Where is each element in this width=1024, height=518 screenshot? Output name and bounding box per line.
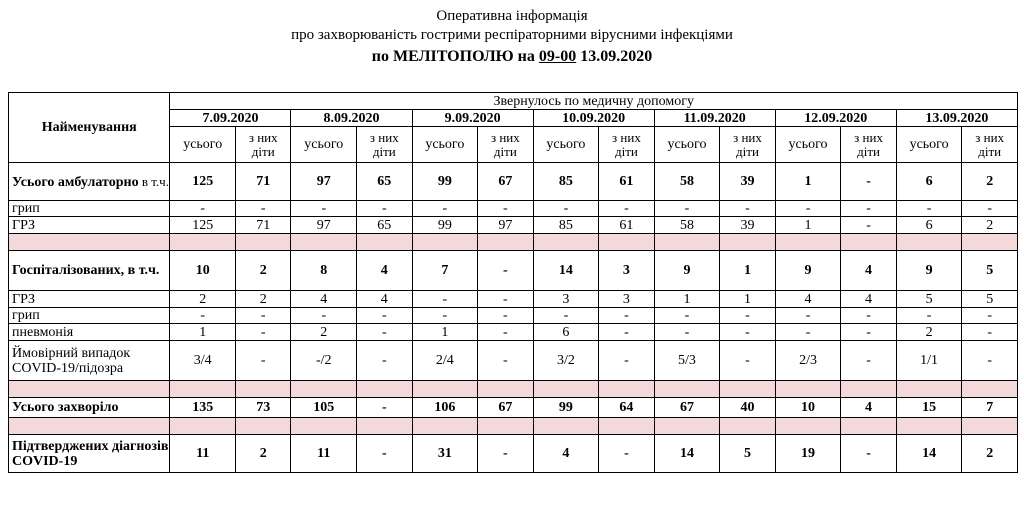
cell-children: 65 <box>357 163 412 201</box>
cell-total: 99 <box>533 398 599 418</box>
report-location-date <box>0 48 1024 66</box>
subheader-total: усього <box>533 127 599 163</box>
cell-total: 67 <box>654 398 720 418</box>
row-label: грип <box>9 308 170 324</box>
date-header: 8.09.2020 <box>291 110 412 127</box>
cell-children: 4 <box>841 251 896 291</box>
date-header: 13.09.2020 <box>896 110 1017 127</box>
cell-children: 4 <box>357 291 412 308</box>
cell-children: 61 <box>599 217 654 234</box>
cell-children: - <box>841 435 896 473</box>
separator-cell <box>478 381 533 398</box>
cell-children: - <box>841 217 896 234</box>
cell-children: - <box>478 251 533 291</box>
cell-children: - <box>841 324 896 341</box>
separator-cell <box>357 381 412 398</box>
cell-children: - <box>720 201 775 217</box>
cell-children: 71 <box>236 163 291 201</box>
row-label: Усього захворіло <box>9 398 170 418</box>
separator-cell <box>478 234 533 251</box>
table-row <box>9 398 1018 418</box>
cell-total: 31 <box>412 435 478 473</box>
cell-total: 2 <box>170 291 236 308</box>
cell-total: - <box>533 201 599 217</box>
separator-cell <box>412 418 478 435</box>
cell-children: 2 <box>236 435 291 473</box>
cell-children: 39 <box>720 163 775 201</box>
cell-total: 6 <box>896 217 962 234</box>
date-header: 10.09.2020 <box>533 110 654 127</box>
cell-children: - <box>236 341 291 381</box>
cell-total: 2/3 <box>775 341 841 381</box>
cell-children: - <box>478 341 533 381</box>
separator-cell <box>236 381 291 398</box>
separator-cell <box>896 381 962 398</box>
separator-cell <box>412 234 478 251</box>
cell-total: - <box>170 308 236 324</box>
separator-cell <box>170 234 236 251</box>
cell-children: 73 <box>236 398 291 418</box>
row-label: Усього амбулаторно в т.ч. <box>9 163 170 201</box>
table-row <box>9 324 1018 341</box>
cell-children: - <box>357 341 412 381</box>
cell-total: - <box>170 201 236 217</box>
cell-total: 85 <box>533 163 599 201</box>
cell-children: 65 <box>357 217 412 234</box>
subheader-total: усього <box>896 127 962 163</box>
separator-cell <box>9 381 170 398</box>
cell-total: 8 <box>291 251 357 291</box>
cell-children: 1 <box>720 291 775 308</box>
cell-total: - <box>775 201 841 217</box>
table-row <box>9 251 1018 291</box>
cell-children: - <box>720 341 775 381</box>
cell-children: 64 <box>599 398 654 418</box>
cell-total: - <box>654 201 720 217</box>
cell-children: - <box>962 201 1018 217</box>
cell-children: 3 <box>599 251 654 291</box>
cell-children: 3 <box>599 291 654 308</box>
row-label: Підтверджених діагнозів COVID-19 <box>9 435 170 473</box>
cell-children: 2 <box>962 163 1018 201</box>
separator-cell <box>291 418 357 435</box>
cell-total: 14 <box>533 251 599 291</box>
cell-total: - <box>775 308 841 324</box>
separator-cell <box>412 381 478 398</box>
cell-children: - <box>599 308 654 324</box>
separator-cell <box>720 381 775 398</box>
cell-total: 135 <box>170 398 236 418</box>
cell-children: - <box>841 341 896 381</box>
report-date: 13.09.2020 <box>580 48 653 65</box>
cell-total: 99 <box>412 163 478 201</box>
cell-total: 6 <box>533 324 599 341</box>
cell-total: 1 <box>775 163 841 201</box>
separator-cell <box>533 418 599 435</box>
separator-cell <box>478 418 533 435</box>
separator-cell <box>291 381 357 398</box>
separator-cell <box>9 418 170 435</box>
cell-total: 4 <box>775 291 841 308</box>
cell-children: - <box>478 435 533 473</box>
date-header: 9.09.2020 <box>412 110 533 127</box>
cell-children: - <box>357 324 412 341</box>
separator-cell <box>962 381 1018 398</box>
cell-total: 3/4 <box>170 341 236 381</box>
separator-cell <box>236 418 291 435</box>
cell-children: 4 <box>841 291 896 308</box>
table-row <box>9 217 1018 234</box>
cell-total: 105 <box>291 398 357 418</box>
separator-cell <box>775 381 841 398</box>
separator-cell <box>962 418 1018 435</box>
subheader-total: усього <box>412 127 478 163</box>
cell-total: - <box>412 291 478 308</box>
cell-children: 1 <box>720 251 775 291</box>
cell-total: 3/2 <box>533 341 599 381</box>
cell-children: 71 <box>236 217 291 234</box>
report-location: по МЕЛІТОПОЛЮ на <box>371 48 535 65</box>
cell-total: 10 <box>170 251 236 291</box>
cell-children: - <box>357 398 412 418</box>
cell-children: 67 <box>478 398 533 418</box>
separator-cell <box>599 381 654 398</box>
separator-row <box>9 234 1018 251</box>
cell-children: - <box>841 308 896 324</box>
cell-children: 40 <box>720 398 775 418</box>
cell-children: - <box>357 435 412 473</box>
cell-children: - <box>478 291 533 308</box>
cell-total: 2 <box>896 324 962 341</box>
separator-cell <box>841 418 896 435</box>
cell-total: 2 <box>291 324 357 341</box>
cell-children: - <box>962 341 1018 381</box>
table-row <box>9 201 1018 217</box>
cell-total: 11 <box>170 435 236 473</box>
cell-total: 1 <box>654 291 720 308</box>
subheader-children: з них діти <box>720 127 775 163</box>
separator-cell <box>654 234 720 251</box>
separator-cell <box>962 234 1018 251</box>
cell-total: 14 <box>654 435 720 473</box>
cell-total: 15 <box>896 398 962 418</box>
separator-cell <box>775 234 841 251</box>
cell-total: 10 <box>775 398 841 418</box>
separator-cell <box>357 418 412 435</box>
cell-total: 5/3 <box>654 341 720 381</box>
cell-total: 3 <box>533 291 599 308</box>
cell-total: 99 <box>412 217 478 234</box>
subheader-children: з них діти <box>599 127 654 163</box>
cell-children: - <box>357 308 412 324</box>
cell-total: 125 <box>170 163 236 201</box>
cell-children: - <box>841 163 896 201</box>
separator-cell <box>841 381 896 398</box>
cell-total: 1 <box>412 324 478 341</box>
table-row <box>9 291 1018 308</box>
table-row <box>9 308 1018 324</box>
cell-children: - <box>478 324 533 341</box>
cell-children: - <box>599 435 654 473</box>
table-row <box>9 435 1018 473</box>
separator-cell <box>896 234 962 251</box>
separator-cell <box>654 381 720 398</box>
cell-total: 85 <box>533 217 599 234</box>
cell-total: -/2 <box>291 341 357 381</box>
separator-cell <box>533 381 599 398</box>
cell-total: 125 <box>170 217 236 234</box>
cell-total: 106 <box>412 398 478 418</box>
cell-total: - <box>412 308 478 324</box>
report-subtitle: про захворюваність гострими респіраторними вірусними інфекціями <box>291 27 733 43</box>
group-header: Звернулось по медичну допомогу <box>170 93 1018 110</box>
cell-total: 1/1 <box>896 341 962 381</box>
cell-total: 2/4 <box>412 341 478 381</box>
separator-cell <box>841 234 896 251</box>
cell-total: 58 <box>654 217 720 234</box>
cell-children: 2 <box>962 435 1018 473</box>
morbidity-table <box>8 92 1018 473</box>
report-title: Оперативна інформація <box>436 8 588 24</box>
cell-total: 1 <box>170 324 236 341</box>
separator-cell <box>9 234 170 251</box>
subheader-total: усього <box>775 127 841 163</box>
cell-children: 5 <box>720 435 775 473</box>
subheader-children: з них діти <box>841 127 896 163</box>
cell-children: 39 <box>720 217 775 234</box>
cell-children: - <box>841 201 896 217</box>
cell-total: - <box>654 308 720 324</box>
cell-children: - <box>599 201 654 217</box>
separator-cell <box>170 418 236 435</box>
cell-total: - <box>775 324 841 341</box>
cell-total: - <box>896 308 962 324</box>
separator-row <box>9 381 1018 398</box>
row-label: Ймовірний випадок COVID-19/підозра <box>9 341 170 381</box>
cell-children: 2 <box>236 291 291 308</box>
separator-cell <box>236 234 291 251</box>
cell-children: 67 <box>478 163 533 201</box>
cell-total: - <box>291 201 357 217</box>
separator-cell <box>654 418 720 435</box>
cell-children: 2 <box>962 217 1018 234</box>
cell-children: 4 <box>841 398 896 418</box>
subheader-total: усього <box>654 127 720 163</box>
date-header: 12.09.2020 <box>775 110 896 127</box>
cell-total: 97 <box>291 163 357 201</box>
separator-cell <box>533 234 599 251</box>
separator-cell <box>291 234 357 251</box>
cell-children: - <box>720 324 775 341</box>
cell-total: - <box>654 324 720 341</box>
subheader-children: з них діти <box>962 127 1018 163</box>
cell-children: - <box>962 308 1018 324</box>
date-header: 7.09.2020 <box>170 110 291 127</box>
separator-cell <box>720 234 775 251</box>
subheader-total: усього <box>170 127 236 163</box>
cell-total: 6 <box>896 163 962 201</box>
row-label: ГРЗ <box>9 291 170 308</box>
separator-cell <box>896 418 962 435</box>
cell-total: 1 <box>775 217 841 234</box>
table-row <box>9 341 1018 381</box>
cell-total: 19 <box>775 435 841 473</box>
separator-cell <box>357 234 412 251</box>
separator-row <box>9 418 1018 435</box>
cell-total: 9 <box>775 251 841 291</box>
cell-children: 97 <box>478 217 533 234</box>
cell-total: - <box>291 308 357 324</box>
subheader-children: з них діти <box>357 127 412 163</box>
cell-total: 5 <box>896 291 962 308</box>
cell-total: 11 <box>291 435 357 473</box>
cell-total: 14 <box>896 435 962 473</box>
cell-total: 97 <box>291 217 357 234</box>
subheader-children: з них діти <box>236 127 291 163</box>
table-row <box>9 163 1018 201</box>
subheader-total: усього <box>291 127 357 163</box>
cell-children: 4 <box>357 251 412 291</box>
separator-cell <box>720 418 775 435</box>
report-time: 09-00 <box>538 48 577 65</box>
row-label: Госпіталізованих, в т.ч. <box>9 251 170 291</box>
cell-children: 7 <box>962 398 1018 418</box>
separator-cell <box>599 234 654 251</box>
cell-total: - <box>896 201 962 217</box>
cell-total: 7 <box>412 251 478 291</box>
cell-total: - <box>412 201 478 217</box>
cell-children: 2 <box>236 251 291 291</box>
cell-total: 9 <box>896 251 962 291</box>
cell-children: 5 <box>962 291 1018 308</box>
row-label: грип <box>9 201 170 217</box>
separator-cell <box>170 381 236 398</box>
cell-children: - <box>236 324 291 341</box>
cell-children: - <box>962 324 1018 341</box>
row-label: пневмонія <box>9 324 170 341</box>
row-label: ГРЗ <box>9 217 170 234</box>
cell-children: - <box>478 308 533 324</box>
cell-total: 9 <box>654 251 720 291</box>
cell-children: - <box>599 324 654 341</box>
subheader-children: з них діти <box>478 127 533 163</box>
cell-children: - <box>236 201 291 217</box>
date-header: 11.09.2020 <box>654 110 775 127</box>
cell-children: 5 <box>962 251 1018 291</box>
cell-total: - <box>533 308 599 324</box>
cell-children: - <box>478 201 533 217</box>
separator-cell <box>775 418 841 435</box>
cell-children: 61 <box>599 163 654 201</box>
cell-children: - <box>720 308 775 324</box>
cell-children: - <box>357 201 412 217</box>
name-header: Найменування <box>9 93 170 163</box>
cell-total: 58 <box>654 163 720 201</box>
cell-children: - <box>236 308 291 324</box>
cell-total: 4 <box>533 435 599 473</box>
cell-total: 4 <box>291 291 357 308</box>
cell-children: - <box>599 341 654 381</box>
separator-cell <box>599 418 654 435</box>
